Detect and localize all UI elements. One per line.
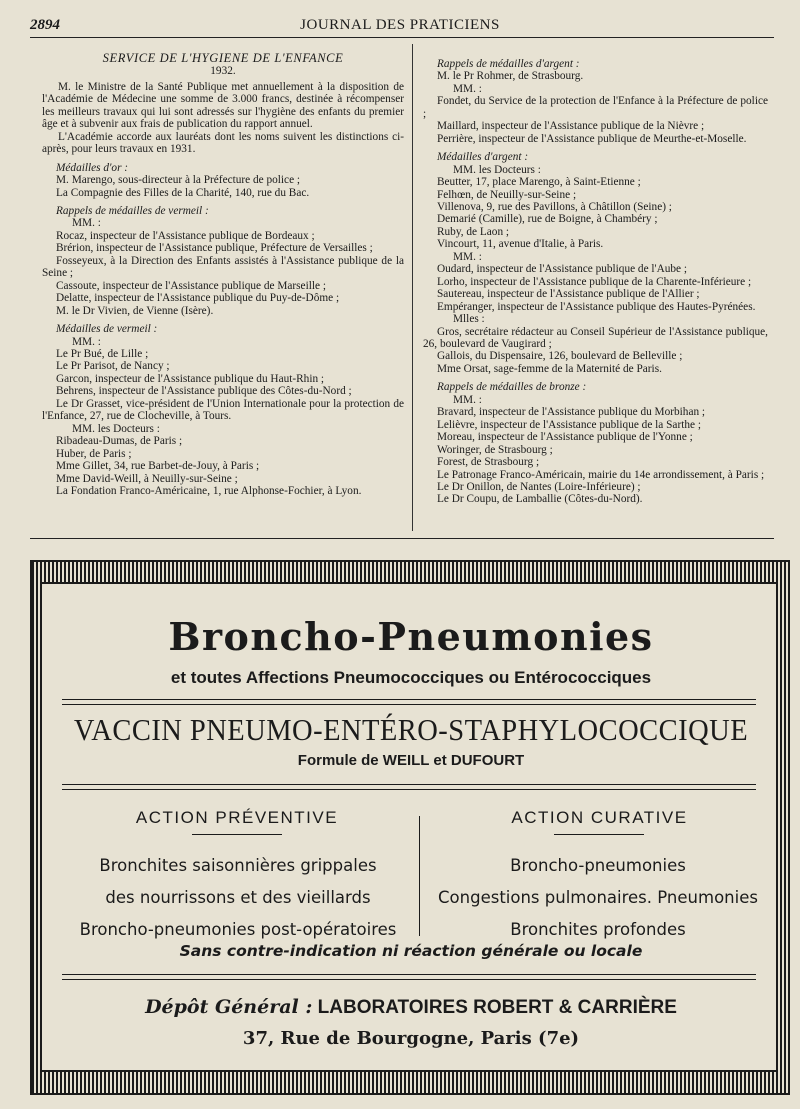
rappels-vermeil-heading: Rappels de médailles de vermeil :	[56, 204, 209, 217]
list-item: Empéranger, inspecteur de l'Assistance publique des Hautes-Pyrénées.	[437, 300, 756, 313]
list-subheading: MM. les Docteurs :	[72, 422, 160, 435]
list-item: Felhœn, de Neuilly-sur-Seine ;	[437, 188, 577, 201]
advertisement	[40, 582, 778, 1072]
ad-double-rule	[62, 974, 756, 980]
list-item: Cassoute, inspecteur de l'Assistance publique de Marseille ;	[56, 279, 326, 292]
list-item: Le Dr Coupu, de Lamballie (Côtes-du-Nord).	[437, 493, 643, 506]
section-title: SERVICE DE L'HYGIENE DE L'ENFANCE	[102, 51, 344, 65]
list-item: Moreau, inspecteur de l'Assistance publique de l'Yonne ;	[437, 431, 693, 444]
list-item: Oudard, inspecteur de l'Assistance publique de l'Aube ;	[437, 263, 688, 276]
intro-paragraph: M. le Ministre de la Santé Publique met annuellement à la disposition de l'Académie de Médecine une somme de 3.000 francs, destinée à récompenser les meilleurs travaux qui lui sont adressés sur l'hygiène des enfants du premier âge et à subvenir aux frais de publication du rapport annuel.	[42, 80, 404, 131]
header-rule	[30, 37, 774, 38]
list-subheading: MM. :	[453, 393, 482, 406]
ad-formula: Formule de WEILL et DUFOURT	[297, 752, 525, 769]
list-item: Le Dr Onillon, de Nantes (Loire-Inférieure) ;	[437, 480, 641, 493]
medailles-argent-heading: Médailles d'argent :	[437, 151, 529, 164]
right-column	[423, 52, 768, 506]
list-item: Congestions pulmonaires. Pneumonies	[438, 888, 758, 907]
ad-double-rule	[62, 699, 756, 705]
depot-name: LABORATOIRES ROBERT & CARRIÈRE	[317, 997, 677, 1018]
intro-paragraph: L'Académie accorde aux lauréats dont les noms suivent les distinctions ci-après, pour leurs travaux en 1931.	[42, 130, 404, 156]
column-divider	[412, 44, 413, 531]
list-item: Bravard, inspecteur de l'Assistance publique du Morbihan ;	[437, 406, 706, 419]
preventive-list	[62, 850, 414, 946]
list-item: Rocaz, inspecteur de l'Assistance publique de Bordeaux ;	[56, 229, 315, 242]
page-header	[0, 0, 800, 44]
list-item: Bronchites saisonnières grippales	[99, 856, 377, 875]
curative-list	[422, 850, 774, 946]
list-item: Garcon, inspecteur de l'Assistance publique du Haut-Rhin ;	[56, 372, 325, 385]
preventive-heading: ACTION PRÉVENTIVE	[135, 808, 339, 827]
rappels-bronze-heading: Rappels de médailles de bronze :	[437, 381, 587, 394]
list-item: Le Pr Parisot, de Nancy ;	[56, 360, 170, 373]
list-item: Gallois, du Dispensaire, 126, boulevard de Belleville ;	[437, 350, 683, 363]
list-item: Woringer, de Strasbourg ;	[437, 443, 553, 456]
list-subheading: MM. :	[72, 217, 101, 230]
list-item: M. le Pr Rohmer, de Strasbourg.	[437, 70, 584, 83]
ad-address: 37, Rue de Bourgogne, Paris (7e)	[242, 1028, 580, 1049]
list-item: Mme David-Weill, à Neuilly-sur-Seine ;	[56, 472, 238, 485]
list-item: Sautereau, inspecteur de l'Assistance publique de l'Allier ;	[437, 288, 700, 301]
list-item: Fondet, du Service de la protection de l'Enfance à la Préfecture de police ;	[423, 95, 768, 120]
ad-subtitle: et toutes Affections Pneumococciques ou Entérococciques	[170, 668, 652, 687]
list-item: Villenova, 9, rue des Pavillons, à Châtillon (Seine) ;	[437, 200, 672, 213]
list-item: Broncho-pneumonies post-opératoires	[79, 920, 397, 939]
curative-heading: ACTION CURATIVE	[511, 808, 688, 827]
list-item: M. Marengo, sous-directeur à la Préfecture de police ;	[56, 174, 301, 187]
list-item: Lorho, inspecteur de l'Assistance publique de la Charente-Inférieure ;	[437, 275, 752, 288]
list-item: Huber, de Paris ;	[56, 447, 132, 460]
list-item: Brérion, inspecteur de l'Assistance publique, Préfecture de Versailles ;	[56, 242, 373, 255]
list-item: La Compagnie des Filles de la Charité, 140, rue du Bac.	[56, 186, 310, 199]
page-number: 2894	[30, 17, 60, 33]
list-item: Bronchites profondes	[510, 920, 686, 939]
ad-vaccine-name: VACCIN PNEUMO-ENTÉRO-STAPHYLOCOCCIQUE	[73, 712, 749, 747]
medailles-vermeil-heading: Médailles de vermeil :	[56, 323, 158, 336]
ad-depot	[42, 996, 780, 1019]
journal-title: JOURNAL DES PRATICIENS	[300, 17, 500, 33]
list-subheading: MM. les Docteurs :	[453, 163, 541, 176]
list-item: Perrière, inspecteur de l'Assistance publique de Meurthe-et-Moselle.	[437, 132, 747, 145]
depot-label: Dépôt Général :	[145, 996, 313, 1018]
list-item: Beutter, 17, place Marengo, à Saint-Etienne ;	[437, 176, 641, 189]
section-year: 1932.	[210, 65, 236, 78]
list-subheading: Mlles :	[453, 313, 485, 326]
list-item: Le Pr Bué, de Lille ;	[56, 347, 149, 360]
list-item: Fosseyeux, à la Direction des Enfants assistés à l'Assistance publique de la Seine ;	[42, 254, 404, 280]
list-subheading: MM. :	[453, 82, 482, 95]
list-item: des nourrissons et des vieillards	[105, 888, 371, 907]
list-item: Vincourt, 11, avenue d'Italie, à Paris.	[437, 238, 604, 251]
list-item: Lelièvre, inspecteur de l'Assistance publique de la Sarthe ;	[437, 418, 701, 431]
left-column	[42, 52, 404, 497]
list-item: Maillard, inspecteur de l'Assistance publique de la Nièvre ;	[437, 120, 705, 133]
list-item: Demarié (Camille), rue de Boigne, à Chambéry ;	[437, 213, 658, 226]
list-item: Le Patronage Franco-Américain, mairie du 14e arrondissement, à Paris ;	[437, 468, 765, 481]
ad-title: Broncho-Pneumonies	[168, 614, 654, 659]
list-item: Ribadeau-Dumas, de Paris ;	[56, 435, 183, 448]
list-item: M. le Dr Vivien, de Vienne (Isère).	[56, 304, 214, 317]
list-subheading: MM. :	[453, 250, 482, 263]
list-item: Behrens, inspecteur de l'Assistance publique des Côtes-du-Nord ;	[56, 385, 352, 398]
list-item: Gros, secrétaire rédacteur au Conseil Supérieur de l'Assistance publique, 26, boulevard de Vaugirard ;	[423, 325, 768, 350]
heading-underline	[192, 834, 282, 835]
medailles-or-heading: Médailles d'or :	[56, 161, 129, 174]
list-item: Delatte, inspecteur de l'Assistance publique du Puy-de-Dôme ;	[56, 292, 340, 305]
list-item: Mme Gillet, 34, rue Barbet-de-Jouy, à Paris ;	[56, 460, 260, 473]
article-end-rule	[30, 538, 774, 539]
list-item: La Fondation Franco-Américaine, 1, rue Alphonse-Fochier, à Lyon.	[56, 484, 362, 497]
heading-underline	[554, 834, 644, 835]
list-item: Mme Orsat, sage-femme de la Maternité de Paris.	[437, 362, 662, 375]
ad-column-divider	[419, 816, 420, 936]
list-item: Le Dr Grasset, vice-président de l'Union Internationale pour la protection de l'Enfance, 27, rue de Clocheville, à Tours.	[42, 397, 404, 423]
list-item: Broncho-pneumonies	[510, 856, 686, 875]
rappels-argent-heading: Rappels de médailles d'argent :	[437, 58, 580, 70]
ad-tagline: Sans contre-indication ni réaction générale ou locale	[179, 942, 643, 960]
list-item: Forest, de Strasbourg ;	[437, 456, 540, 469]
ad-double-rule	[62, 784, 756, 790]
list-item: Ruby, de Laon ;	[437, 225, 510, 238]
list-subheading: MM. :	[72, 335, 101, 348]
